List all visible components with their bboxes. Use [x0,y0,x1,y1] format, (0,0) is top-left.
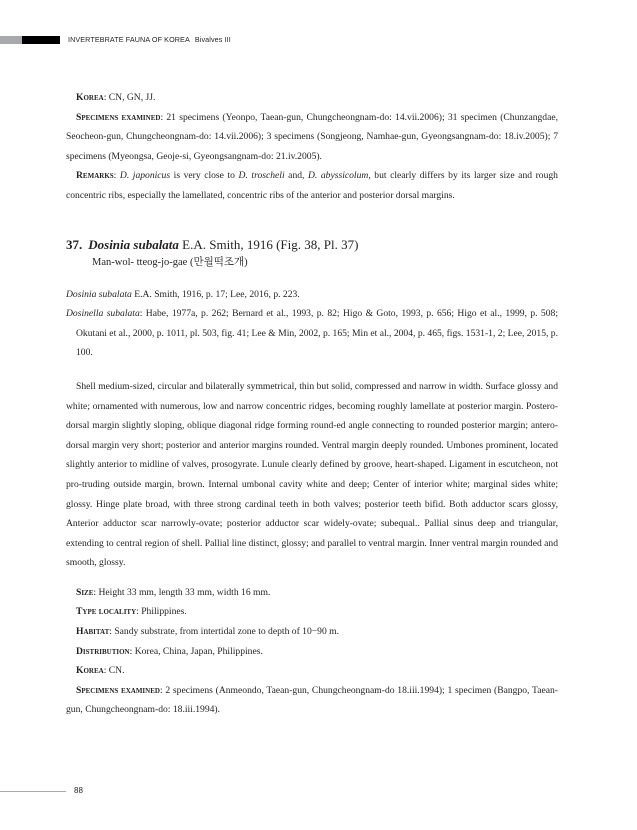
prev-specimens: Specimens examined: 21 specimens (Yeonpo, Taean-gun, Chungcheongnam-do: 14.vii.2006); 31 specimen (Chunzangdae, Seocheon-gun, Chungcheongnam-do: 14.vii.2006); 3 specimens (Songjeong, Namhae-gun, Gyeongsangnam-do: 18.iv.2005); 7 specimens (Myeongsa, Geoje-si, Gyeongsangnam-do: 21.iv.2005). [66,111,559,162]
info-distribution: Distribution: Korea, China, Japan, Philippines. [76,645,263,657]
prev-korea: Korea: CN, GN, JJ. [76,92,156,103]
header-bar-gray [0,36,22,44]
prev-remarks: Remarks: D. japonicus is very close to D. troscheli and, D. abyssicolum, but clearly differs by its larger size and rough concentric ribs, especially the lamellated, concentric ribs of the anterior and posterior dorsal margins. [66,170,558,201]
info-habitat: Habitat: Sandy substrate, from intertidal zone to depth of 10−90 m. [76,626,340,638]
synonym-entry: Dosinella subalata: Habe, 1977a, p. 262; Bernard et al., 1993, p. 82; Higo & Goto, 1993, p. 656; Higo et al., 1999, p. 508; Okutani et al., 2000, p. 1011, pl. 503, fig. 41; Lee & Min, 2002, p. 165; Min et al., 2004, p. 465, figs. 1531-1, 2; Lee, 2015, p. 100. [66,308,558,359]
species-name: Dosinia subalata [88,236,179,252]
specimens-label: Specimens examined [76,111,161,123]
header-bar-black [22,36,60,44]
info-specimens: Specimens examined: 2 specimens (Anmeondo, Taean-gun, Chungcheongnam-do 18.iii.1994); 1 specimen (Bangpo, Taean-gun, Chungcheongnam-do: 18.iii.1994). [66,684,558,716]
footer-rule [0,791,66,792]
korea-label: Korea [76,92,104,103]
page-number: 88 [74,786,83,795]
common-name: Man-wol- tteog-jo-gae (만월떡조개) [92,256,248,268]
synonym-entry: Dosinia subalata E.A. Smith, 1916, p. 17; Lee, 2016, p. 223. [66,288,300,300]
species-author: E.A. Smith, 1916 (Fig. 38, Pl. 37) [178,236,359,252]
info-size: Size: Height 33 mm, length 33 mm, width 16 mm. [76,586,271,598]
info-type-locality: Type locality: Philippines. [76,606,187,618]
species-heading [66,236,558,254]
info-korea: Korea: CN. [76,665,125,677]
running-header [68,35,231,44]
remarks-label: Remarks [76,170,114,182]
species-number: 37. [66,236,83,252]
page-content [66,88,558,720]
running-title: INVERTEBRATE FAUNA OF KOREA [68,35,190,44]
description: Shell medium-sized, circular and bilaterally symmetrical, thin but solid, compressed and narrow in width. Surface glossy and white; ornamented with numerous, low and narrow concentric ridges, becoming roughly lamellate at posterior margin. Postero-dorsal margin slightly sloping, oblique diagonal ridge forming round-ed angle connecting to rounded posterior margin; antero-dorsal margin very short; posterior and anterior margins rounded. Ventral margin deeply rounded. Umbones prominent, located slightly anterior to midline of valves, prosogyrate. Lunule clearly defined by groove, heart-shaped. Ligament in escutcheon, not pro-truding outside margin, brown. Internal umbonal cavity white and deep; Center of interior white; marginal sides white; glossy. Hinge plate broad, with three strong cardinal teeth in both valves; posterior teeth bifid. Both adductor scars glossy, Anterior adductor scar narrowly-ovate; posterior adductor scar widely-ovate; subequal.. Pallial sinus deep and triangular, extending to central region of shell. Pallial line distinct, glossy; and parallel to ventral margin. Inner ventral margin rounded and smooth, glossy. [66,380,558,569]
volume-title: Bivalves III [194,35,231,44]
